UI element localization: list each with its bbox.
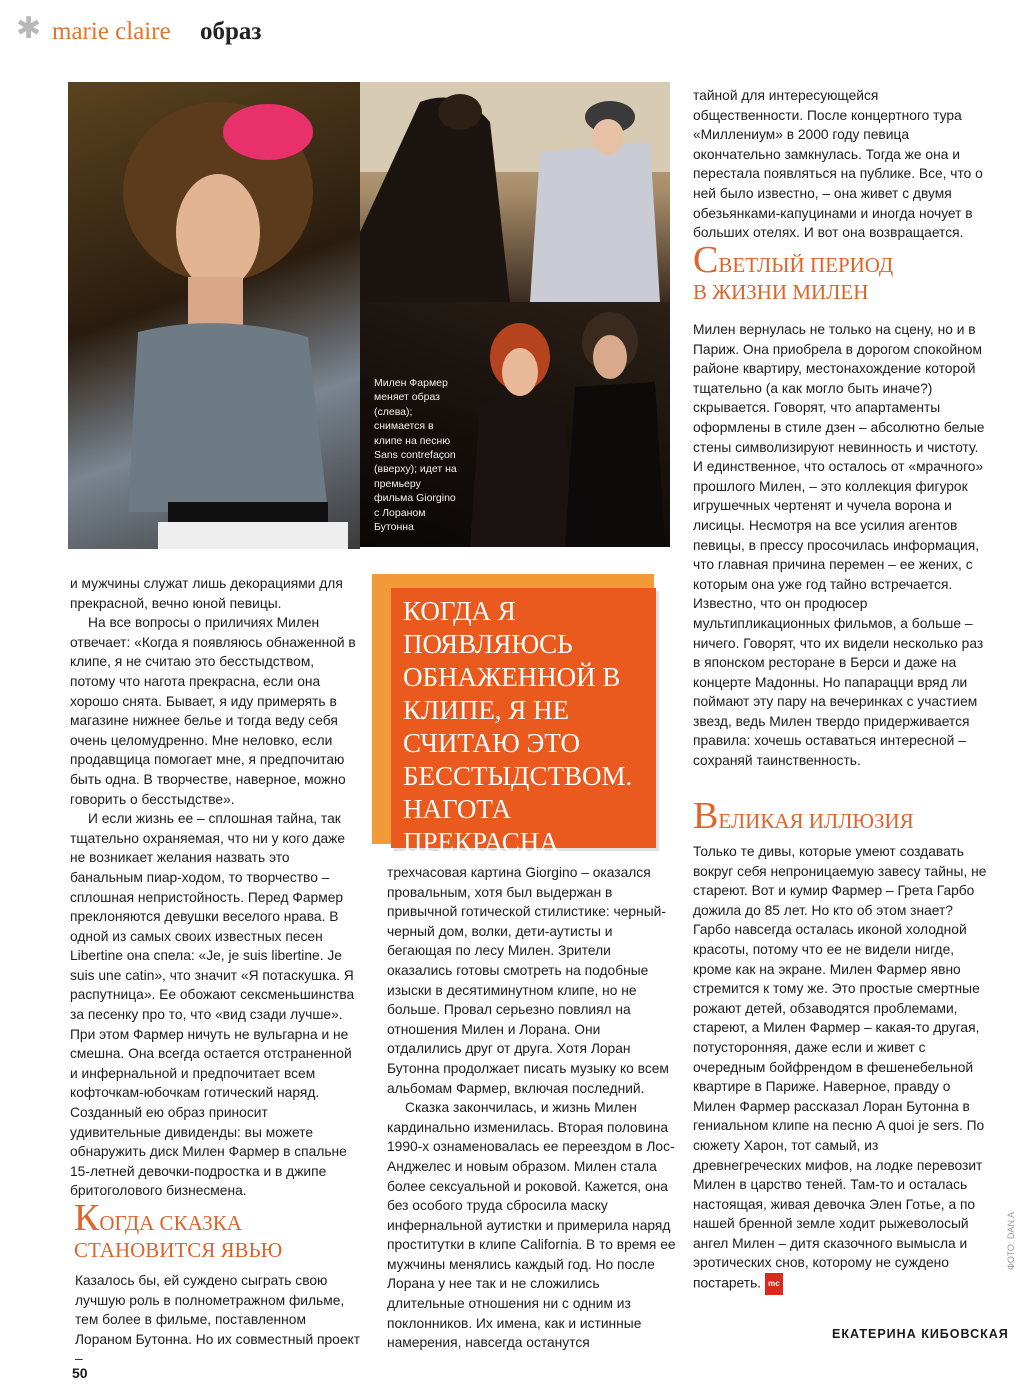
subheading-initial: С — [693, 239, 719, 281]
photo-portrait — [68, 82, 360, 549]
paragraph: Милен вернулась не только на сцену, но и в Париж. Она приобрела в дорогом спокойном районе квартиру, местонахождение которой тщательно (а как могло быть иначе?) скрывается. Говорят, что апартаменты оформлены в стиле дзен – абсолютно белые стены символизируют невинность и чистоту. И единственное, что осталось от «мрачного» прошлого Милен, – это коллекция фигурок игрушечных чертенят и чучела ворона и лисицы. Несмотря на все усилия агентов певицы, в прессу просочилась информация, что главная причина перемен – ее жених, с которым она уже год тайно встречается. Известно, что он продюсер мультипликационных фильмов, а больше – ничего. Говорят, что их видели несколько раз в японском ресторане в Берси и даже на концерте Мадонны. Но папарацци вряд ли поймают эту пару на вечеринках с участием звезд, ведь Милен твердо придерживается правила: хочешь оставаться интересной – сохраняй таинственность. — [693, 322, 985, 769]
paragraph: и мужчины служат лишь декорациями для прекрасной, вечно юной певицы. — [70, 576, 343, 611]
article-column-1 — [70, 574, 362, 1201]
paragraph: тайной для интересующейся общественности. После концертного тура «Миллениум» в 2000 году певица окончательно замкнулась. Тогда же она и перестала появляться на публике. Все, что о ней было известно, – она живет с двумя обезьянками-капуцинами и иногда ночует в больших отелях. И вот она возвращается. — [693, 88, 983, 241]
paragraph: трехчасовая картина Giorgino – оказался провальным, хотя был выдержан в привычной готической стилистике: черный-черный дом, волки, дети-аутисты и бегающая по лесу Милен. Зрители оказались готовы смотреть на подобные изыски в десятиминутном клипе, но не больше. Провал серьезно повлиял на отношения Милен и Лорана. Они отдалились друг от друга. Хотя Лоран Бутонна продолжает писать музыку ко всем альбомам Фармер, включая последний. — [387, 865, 669, 1096]
subheading-bright-period — [693, 239, 993, 307]
subheading-text: ЕЛИКАЯ ИЛЛЮЗИЯ — [718, 809, 914, 833]
article-column-3b — [693, 320, 989, 771]
subheading-text-line2: СТАНОВИТСЯ ЯВЬЮ — [74, 1238, 283, 1262]
paragraph: Сказка закончилась, и жизнь Милен кардинально изменилась. Вторая половина 1990-х ознаменовалась ее переездом в Лос-Анджелес и новым образом. Милен стала более сексуальной и роковой. Кажется, она без особого труда сбросила маску инфернальной аутистки и примерила наряд проститутки в клипе California. В то время ее мужчины менялись каждый год. Но после Лорана у нее так и не сложились длительные отношения ни с одним из поклонников. Их имена, как и истинные намерения, навсегда останутся — [387, 1100, 676, 1351]
pull-quote: КОГДА Я ПОЯВЛЯЮСЬ ОБНАЖЕННОЙ В КЛИПЕ, Я НЕ СЧИТАЮ ЭТО БЕССТЫДСТВОМ. НАГОТА ПРЕКРАСНА — [403, 596, 633, 857]
subheading-initial: В — [693, 795, 719, 837]
subheading-fairy-tale — [74, 1197, 374, 1265]
subheading-text-line2: В ЖИЗНИ МИЛЕН — [693, 280, 869, 304]
article-column-3c — [693, 842, 989, 1295]
paragraph: На все вопросы о приличиях Милен отвечает: «Когда я появляюсь обнаженной в клипе, я не считаю это бесстыдством, потому что нагота прекрасна, если она хорошо снята. Бывает, я иду примерять в магазине нижнее белье и тогда веду себя очень целомудренно. Мне неловко, если продавщица помогает мне, я предпочитаю быть одна. В творчестве, наверное, можно говорить о бесстыдстве». — [70, 615, 356, 807]
paragraph: И если жизнь ее – сплошная тайна, так тщательно охраняемая, что ни у кого даже не возникает желания назвать это банальным пиар-ходом, то творчество – сплошная непристойность. Перед Фармер преклоняются девушки веселого нрава. В одной из самых своих известных песен Libertine она спела: «Je, je suis libertine. Je suis une catin», что значит «Я потаскушка. Я распутница». Ее обожают сексменьшинства за песенку про то, что «вид сзади лучше». При этом Фармер ничуть не вульгарна и не смешна. Она всегда остается отстраненной и инфернальной и предпочитает всем кофточкам-юбочкам готический наряд. Созданный ею образ приносит удивительные дивиденды: вы можете обнаружить диск Милен Фармер в спальне 15-летней девочки-подростка и в джипе бритоголового бизнесмена. — [70, 811, 355, 1199]
subheading-text: ОГДА СКАЗКА — [99, 1211, 242, 1235]
subheading-great-illusion — [693, 795, 993, 837]
star-icon: ✱ — [16, 12, 42, 45]
author-byline: ЕКАТЕРИНА КИБОВСКАЯ — [832, 1327, 1009, 1341]
magazine-brand: marie claire — [52, 18, 171, 45]
photo-caption: Милен Фармер меняет образ (слева); снимается в клипе на песню Sans contrefaçon (вверху); идет на премьеру фильма Giorgino с Лораном Бутонна — [374, 377, 457, 534]
subheading-text: ВЕТЛЫЙ ПЕРИОД — [718, 253, 894, 277]
article-column-2 — [387, 863, 677, 1353]
paragraph-text: Только те дивы, которые умеют создавать вокруг себя непроницаемую завесу тайны, не стареют. Вот и кумир Фармер – Грета Гарбо дожила до 85 лет. Но кто об этом знает? Гарбо навсегда осталась иконой холодной красоты, потому что ее не видели нигде, кроме как на экране. Милен Фармер явно стремится к тому же. Это простые смертные рожают детей, обзаводятся проблемами, стареют, а Милен Фармер – какая-то другая, потусторонняя, даже если и живет с очередным бойфрендом в фешенебельной квартире в Париже. Наверное, правду о Милен Фармер рассказал Лоран Бутонна в гениальном клипе на песню A quoi je sers. По сюжету Харон, тот самый, из древнегреческих мифов, на лодке перевозит Милен в царство теней. Там-то и осталась настоящая, живая девочка Элен Готье, а по нашей бренной земле ходит рыжеволосый ангел Милен – дитя сказочного вымысла и эротических снов, которому не суждено постареть. — [693, 844, 987, 1291]
photo-credit: ФОТО: DAN A — [1006, 1212, 1016, 1270]
subheading-initial: К — [74, 1197, 100, 1239]
end-mark-icon: mc — [765, 1273, 783, 1295]
photo-music-video — [360, 82, 670, 302]
section-title: образ — [200, 18, 262, 45]
paragraph: Казалось бы, ей суждено сыграть свою лучшую роль в полнометражном фильме, тем более в фильме, поставленном Лораном Бутонна. Но их совместный проект – — [75, 1273, 361, 1367]
article-column-1b — [75, 1271, 363, 1369]
article-column-3 — [693, 86, 989, 243]
page-number: 50 — [72, 1365, 88, 1381]
paragraph — [693, 842, 989, 1295]
